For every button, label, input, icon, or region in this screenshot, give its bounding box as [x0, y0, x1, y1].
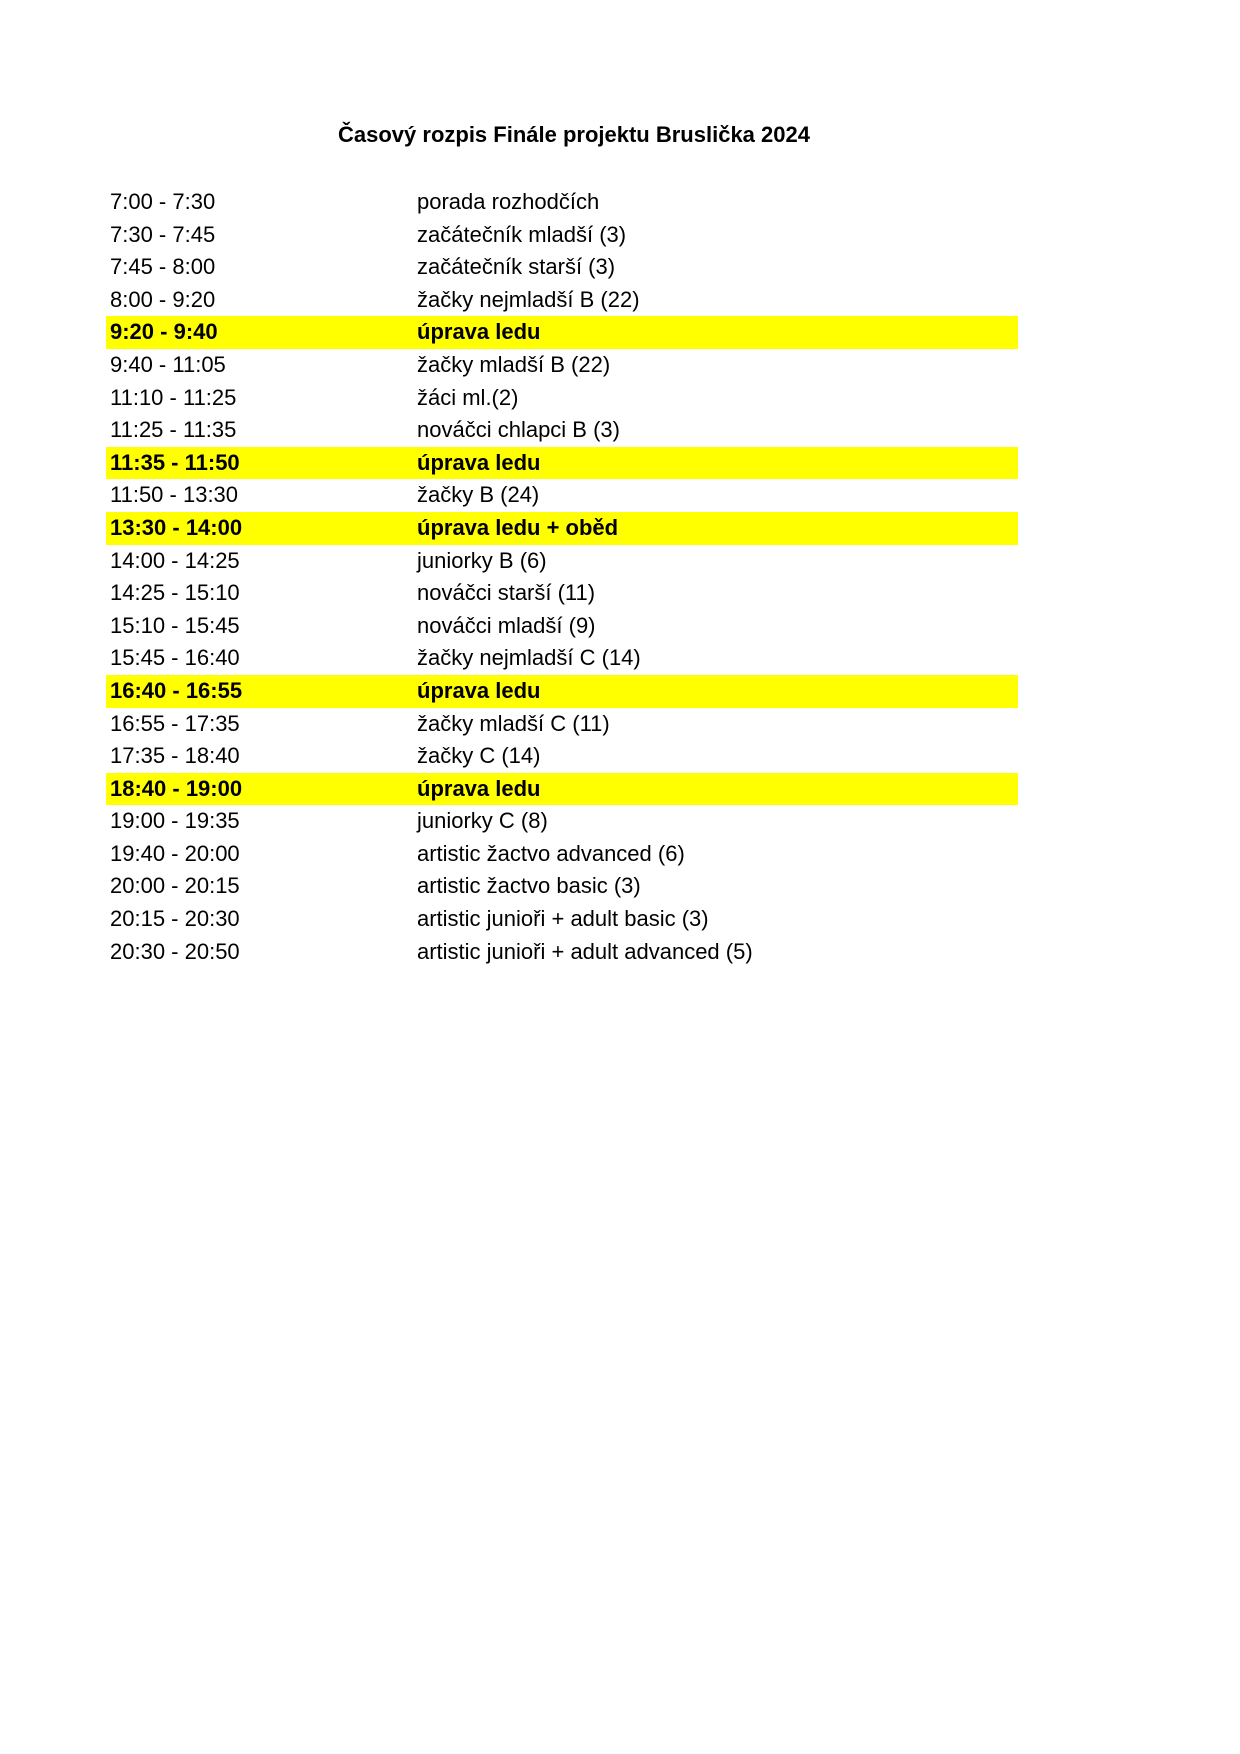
time-slot: 11:10 - 11:25 — [110, 384, 237, 410]
time-slot: 13:30 - 14:00 — [110, 514, 243, 540]
schedule-row-highlighted — [106, 447, 1018, 480]
time-slot: 11:25 - 11:35 — [110, 417, 237, 443]
activity-label: juniorky B (6) — [417, 547, 547, 573]
schedule-row-highlighted — [106, 512, 1018, 545]
schedule-row — [106, 610, 1018, 643]
time-slot: 20:15 - 20:30 — [110, 906, 240, 932]
time-slot: 7:45 - 8:00 — [110, 254, 216, 280]
time-slot: 11:35 - 11:50 — [110, 449, 240, 475]
schedule-row — [106, 414, 1018, 447]
schedule-row — [106, 219, 1018, 252]
schedule-row — [106, 349, 1018, 382]
activity-label: artistic žactvo basic (3) — [417, 873, 641, 899]
time-slot: 20:30 - 20:50 — [110, 938, 240, 964]
time-slot: 7:30 - 7:45 — [110, 221, 216, 247]
schedule-row — [106, 382, 1018, 415]
activity-label: nováčci mladší (9) — [417, 612, 596, 638]
activity-label: žačky mladší B (22) — [417, 351, 611, 377]
time-slot: 15:45 - 16:40 — [110, 645, 240, 671]
schedule-row-highlighted — [106, 675, 1018, 708]
time-slot: 15:10 - 15:45 — [110, 612, 240, 638]
schedule-row-highlighted — [106, 316, 1018, 349]
activity-label: artistic žactvo advanced (6) — [417, 840, 685, 866]
time-slot: 19:40 - 20:00 — [110, 840, 240, 866]
schedule-row — [106, 903, 1018, 936]
activity-label: artistic junioři + adult advanced (5) — [417, 938, 753, 964]
activity-label: artistic junioři + adult basic (3) — [417, 906, 709, 932]
time-slot: 11:50 - 13:30 — [110, 482, 239, 508]
activity-label: úprava ledu — [417, 449, 541, 475]
schedule-row — [106, 479, 1018, 512]
activity-label: žačky nejmladší B (22) — [417, 286, 640, 312]
schedule-row — [106, 186, 1018, 219]
activity-label: úprava ledu — [417, 677, 541, 703]
time-slot: 19:00 - 19:35 — [110, 808, 240, 834]
schedule-row — [106, 284, 1018, 317]
schedule-row — [106, 642, 1018, 675]
time-slot: 20:00 - 20:15 — [110, 873, 240, 899]
activity-label: úprava ledu — [417, 775, 541, 801]
time-slot: 14:00 - 14:25 — [110, 547, 240, 573]
schedule-row-highlighted — [106, 773, 1018, 806]
activity-label: žačky mladší C (11) — [417, 710, 610, 736]
activity-label: žáci ml.(2) — [417, 384, 519, 410]
activity-label: úprava ledu + oběd — [417, 514, 619, 540]
activity-label: úprava ledu — [417, 319, 541, 345]
activity-label: žačky C (14) — [417, 743, 541, 769]
time-slot: 8:00 - 9:20 — [110, 286, 216, 312]
activity-label: žačky B (24) — [417, 482, 540, 508]
time-slot: 17:35 - 18:40 — [110, 743, 240, 769]
schedule-row — [106, 577, 1018, 610]
page-title: Časový rozpis Finále projektu Bruslička 2024 — [338, 122, 810, 147]
activity-label: nováčci starší (11) — [417, 580, 596, 606]
time-slot: 16:55 - 17:35 — [110, 710, 240, 736]
activity-label: začátečník mladší (3) — [417, 221, 627, 247]
schedule-row — [106, 936, 1018, 969]
time-slot: 9:20 - 9:40 — [110, 319, 218, 345]
time-slot: 14:25 - 15:10 — [110, 580, 240, 606]
activity-label: žačky nejmladší C (14) — [417, 645, 641, 671]
activity-label: juniorky C (8) — [417, 808, 548, 834]
schedule-row — [106, 805, 1018, 838]
schedule-row — [106, 870, 1018, 903]
schedule-row — [106, 838, 1018, 871]
activity-label: začátečník starší (3) — [417, 254, 616, 280]
time-slot: 7:00 - 7:30 — [110, 189, 216, 214]
schedule-table — [106, 186, 1018, 968]
schedule-row — [106, 251, 1018, 284]
schedule-row — [106, 740, 1018, 773]
schedule-row — [106, 545, 1018, 578]
activity-label: nováčci chlapci B (3) — [417, 417, 620, 443]
activity-label: porada rozhodčích — [417, 189, 600, 214]
time-slot: 18:40 - 19:00 — [110, 775, 243, 801]
time-slot: 16:40 - 16:55 — [110, 677, 243, 703]
schedule-row — [106, 708, 1018, 741]
time-slot: 9:40 - 11:05 — [110, 351, 226, 377]
